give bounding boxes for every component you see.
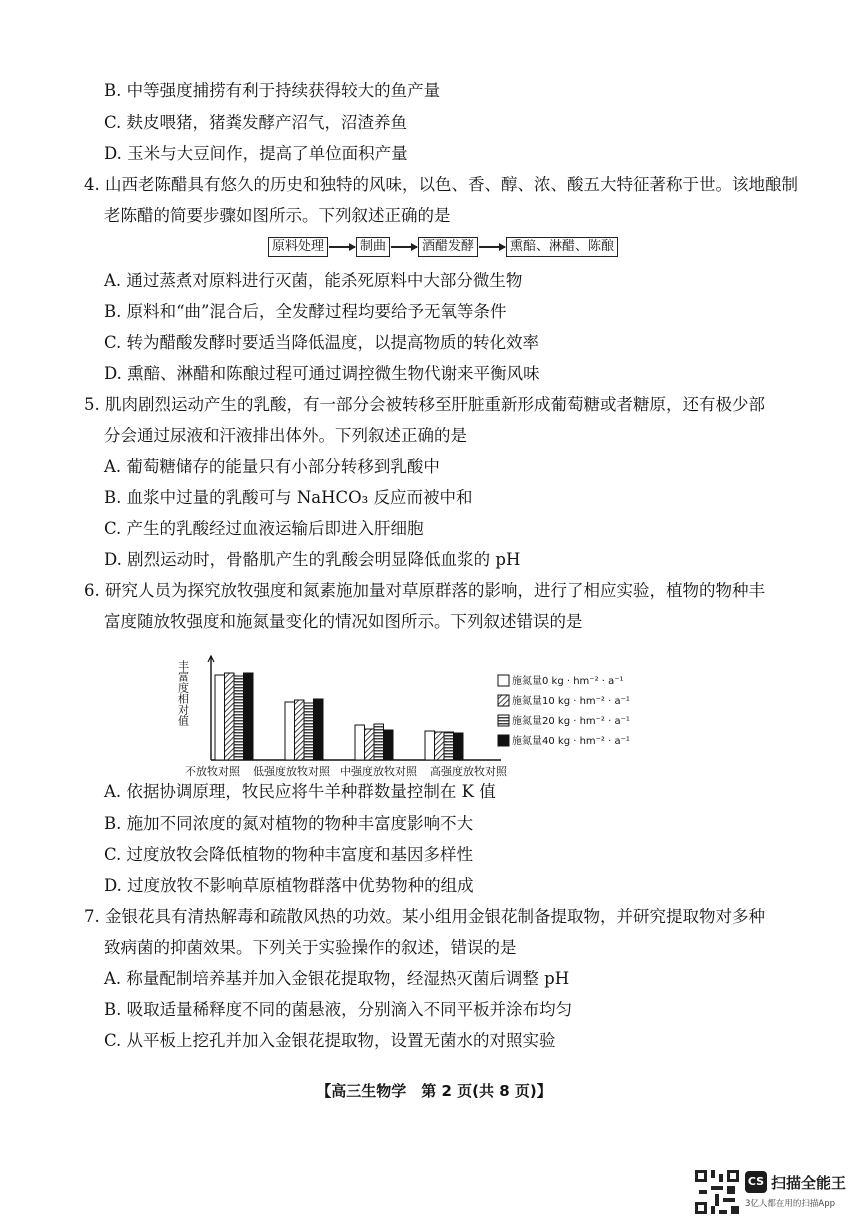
q6-option-d: D. 过度放牧不影响草原植物群落中优势物种的组成 [104, 876, 474, 895]
q7-option-c: C. 从平板上挖孔并加入金银花提取物，设置无菌水的对照实验 [104, 1031, 556, 1050]
legend-label: 施氮量10 kg · hm⁻² · a⁻¹ [512, 696, 630, 707]
x-tick-label: 不放牧对照 [185, 765, 240, 778]
legend-swatch [498, 715, 509, 726]
q4-stem-cont: 老陈醋的简要步骤如图所示。下列叙述正确的是 [104, 206, 451, 225]
q4-stem: 4. 山西老陈醋具有悠久的历史和独特的风味，以色、香、醇、浓、酸五大特征著称于世。该地酿制 [84, 175, 798, 194]
q4-option-b: B. 原料和“曲”混合后，全发酵过程均要给予无氧等条件 [104, 302, 507, 321]
q6-stem: 6. 研究人员为探究放牧强度和氮素施加量对草原群落的影响，进行了相应实验，植物的物种丰 [84, 581, 765, 600]
q7-option-b: B. 吸取适量稀释度不同的菌悬液，分别滴入不同平板并涂布均匀 [104, 1000, 573, 1019]
bar-2-1 [285, 702, 295, 760]
camscanner-name: 扫描全能王 [771, 1174, 847, 1192]
flow-step-2: 制曲 [356, 237, 390, 257]
q7-option-a: A. 称量配制培养基并加入金银花提取物，经湿热灭菌后调整 pH [104, 969, 570, 988]
q3-option-d: D. 玉米与大豆间作，提高了单位面积产量 [104, 144, 408, 163]
q5-option-d: D. 剧烈运动时，骨骼肌产生的乳酸会明显降低血浆的 pH [104, 550, 521, 569]
bar-3-2 [365, 729, 375, 760]
q5-option-b: B. 血浆中过量的乳酸可与 NaHCO₃ 反应而被中和 [104, 488, 473, 507]
q6-bar-chart [175, 648, 675, 778]
camscanner-logo-icon: CS [745, 1171, 767, 1193]
q6-option-c: C. 过度放牧会降低植物的物种丰富度和基因多样性 [104, 845, 474, 864]
bar-3-4 [384, 730, 394, 760]
legend-label: 施氮量20 kg · hm⁻² · a⁻¹ [512, 716, 630, 727]
bar-2-3 [304, 703, 314, 760]
q6-option-b: B. 施加不同浓度的氮对植物的物种丰富度影响不大 [104, 814, 474, 833]
q4-flowchart [268, 236, 618, 258]
bar-1-1 [215, 675, 225, 760]
q6-stem-cont: 富度随放牧强度和施氮量变化的情况如图所示。下列叙述错误的是 [104, 612, 583, 631]
bar-1-4 [244, 673, 254, 760]
q5-option-a: A. 葡萄糖储存的能量只有小部分转移到乳酸中 [104, 457, 440, 476]
bar-3-3 [374, 724, 384, 760]
bar-4-1 [425, 731, 435, 760]
q5-option-c: C. 产生的乳酸经过血液运输后即进入肝细胞 [104, 519, 424, 538]
bar-4-4 [454, 733, 464, 760]
bar-2-2 [295, 700, 305, 760]
q3-option-c: C. 麸皮喂猪，猪粪发酵产沼气，沼渣养鱼 [104, 113, 408, 132]
q6-option-a: A. 依据协调原理，牧民应将牛羊种群数量控制在 K 值 [104, 782, 496, 801]
flow-step-1: 原料处理 [268, 237, 328, 257]
y-axis-label: 丰富度相对值 [176, 660, 190, 726]
x-tick-label: 中强度放牧对照 [340, 765, 417, 778]
bar-1-3 [234, 676, 244, 760]
bar-4-2 [435, 732, 445, 760]
legend-label: 施氮量40 kg · hm⁻² · a⁻¹ [512, 736, 630, 747]
q5-stem-cont: 分会通过尿液和汗液排出体外。下列叙述正确的是 [104, 426, 467, 445]
q4-option-d: D. 熏醅、淋醋和陈酿过程可通过调控微生物代谢来平衡风味 [104, 364, 540, 383]
q4-option-a: A. 通过蒸煮对原料进行灭菌，能杀死原料中大部分微生物 [104, 271, 523, 290]
legend-swatch [498, 735, 509, 746]
flow-arrow-2 [391, 246, 417, 247]
bar-4-3 [444, 732, 454, 760]
legend-label: 施氮量0 kg · hm⁻² · a⁻¹ [512, 676, 624, 687]
x-tick-label: 低强度放牧对照 [253, 765, 330, 778]
q3-option-b: B. 中等强度捕捞有利于持续获得较大的鱼产量 [104, 81, 441, 100]
q5-stem: 5. 肌肉剧烈运动产生的乳酸，有一部分会被转移至肝脏重新形成葡萄糖或者糖原，还有极少部 [84, 395, 765, 414]
bar-3-1 [355, 725, 365, 760]
x-tick-label: 高强度放牧对照 [430, 765, 507, 778]
qr-code-icon [695, 1170, 739, 1214]
page-footer: 【高三生物学 第 2 页(共 8 页)】 [316, 1082, 552, 1100]
bar-1-2 [225, 673, 235, 760]
flow-arrow-3 [479, 246, 505, 247]
bar-2-4 [314, 699, 324, 760]
q7-stem-cont: 致病菌的抑菌效果。下列关于实验操作的叙述，错误的是 [104, 938, 517, 957]
q7-stem: 7. 金银花具有清热解毒和疏散风热的功效。某小组用金银花制备提取物，并研究提取物对多种 [84, 907, 765, 926]
q4-option-c: C. 转为醋酸发酵时要适当降低温度，以提高物质的转化效率 [104, 333, 540, 352]
legend-swatch [498, 675, 509, 686]
flow-step-4: 熏醅、淋醋、陈酿 [506, 237, 618, 257]
flow-step-3: 酒醋发酵 [418, 237, 478, 257]
flow-arrow-1 [329, 246, 355, 247]
camscanner-slogan: 3亿人都在用的扫描App [745, 1199, 836, 1209]
legend-swatch [498, 695, 509, 706]
